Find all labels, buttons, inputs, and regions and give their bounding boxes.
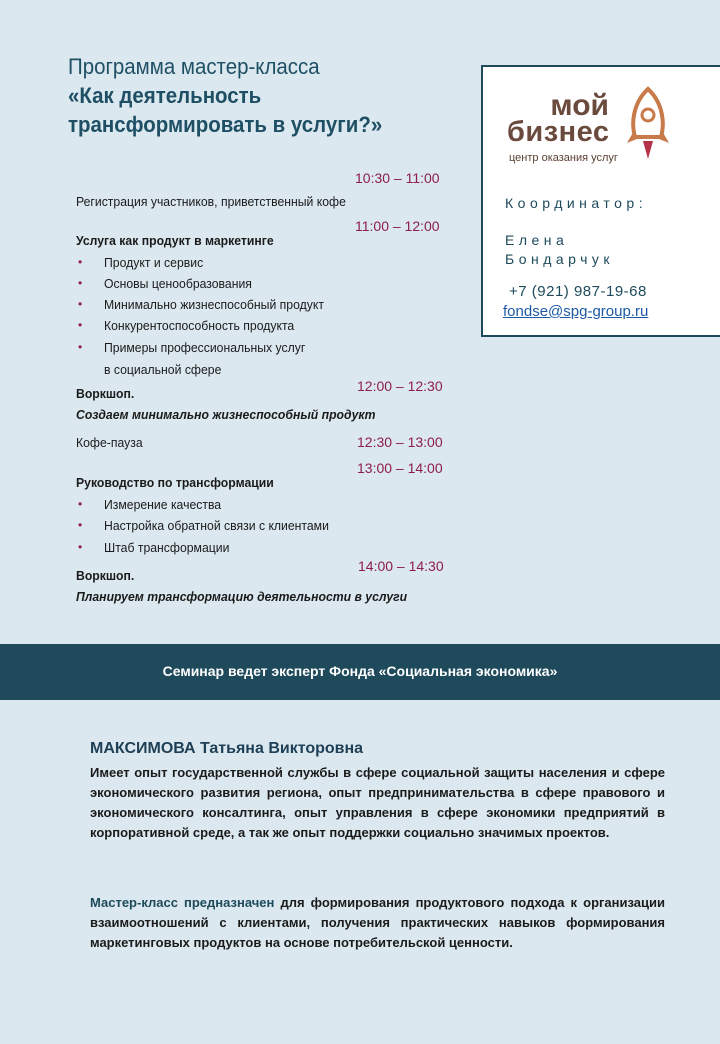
time-slot-5: 13:00 – 14:00 — [357, 460, 443, 476]
coordinator-card — [481, 65, 720, 337]
bullet-icon: • — [78, 518, 83, 532]
purpose-text: для формирования продуктового подхода к организации взаимоотношений с клиентами, получения практических навыков формирования маркетинговых продуктов на основе потребительской ценности. — [90, 895, 665, 950]
title-line-1: Программа мастер-класса — [68, 54, 320, 79]
bullet-icon: • — [78, 497, 83, 511]
list-item: Конкурентоспособность продукта — [104, 318, 295, 333]
coordinator-name — [505, 231, 614, 269]
title-line-3: трансформировать в услуги?» — [68, 112, 383, 137]
seminar-banner — [0, 644, 720, 700]
list-item: Примеры профессиональных услуг — [104, 340, 306, 355]
list-item: Измерение качества — [104, 497, 222, 512]
time-slot-4: 12:30 – 13:00 — [357, 434, 443, 450]
list-item: Штаб трансформации — [104, 540, 230, 555]
coordinator-email-link[interactable]: fondse@spg-group.ru — [503, 303, 649, 320]
time-slot-1: 10:30 – 11:00 — [355, 170, 440, 186]
block1-title: Услуга как продукт в маркетинге — [76, 233, 274, 248]
expert-bio: Имеет опыт государственной службы в сфере социальной защиты населения и сфере экономического развития региона, опыт предпринимательства в сфере правового и экономического консалтинга, опыт управления в сфере экономики предприятий в корпоративной среде, а так же опыт поддержки социально значимых проектов. — [90, 765, 665, 840]
coordinator-first-name: Елена — [505, 232, 569, 248]
workshop2-text: Планируем трансформацию деятельности в услуги — [76, 589, 408, 604]
bullet-icon: • — [78, 318, 83, 332]
list-item: Настройка обратной связи с клиентами — [104, 518, 329, 533]
list-item-continuation: в социальной сфере — [104, 362, 222, 377]
logo — [507, 89, 610, 148]
rocket-icon — [623, 85, 673, 165]
bullet-icon: • — [78, 255, 83, 269]
bullet-icon: • — [78, 276, 83, 290]
time-slot-6: 14:00 – 14:30 — [358, 558, 444, 574]
workshop2-label: Воркшоп. — [76, 568, 135, 583]
bullet-icon: • — [78, 297, 83, 311]
time-slot-2: 11:00 – 12:00 — [355, 218, 440, 234]
purpose-paragraph — [90, 893, 665, 953]
bullet-icon: • — [78, 540, 83, 554]
bullet-icon: • — [78, 340, 83, 354]
logo-line-2: бизнес — [507, 116, 610, 148]
title-line-2: «Как деятельность — [68, 83, 262, 108]
workshop1-text: Создаем минимально жизнеспособный продукт — [76, 407, 376, 422]
block2-title: Руководство по трансформации — [76, 475, 274, 490]
list-item: Основы ценообразования — [104, 276, 252, 291]
coffee-break: Кофе-пауза — [76, 435, 143, 450]
expert-name: МАКСИМОВА Татьяна Викторовна — [90, 740, 364, 757]
time-slot-3: 12:00 – 12:30 — [357, 378, 443, 394]
seminar-banner-text: Семинар ведет эксперт Фонда «Социальная экономика» — [162, 663, 558, 679]
list-item: Продукт и сервис — [104, 255, 204, 270]
purpose-lead: Мастер-класс предназначен — [90, 895, 275, 910]
coordinator-label: Координатор: — [505, 195, 648, 211]
coordinator-last-name: Бондарчук — [505, 251, 615, 267]
page-title — [68, 52, 440, 139]
registration-text: Регистрация участников, приветственный кофе — [76, 194, 346, 209]
workshop1-label: Воркшоп. — [76, 386, 135, 401]
logo-subtitle: центр оказания услуг — [509, 152, 618, 164]
list-item: Минимально жизнеспособный продукт — [104, 297, 324, 312]
logo-line-1: мой — [550, 89, 609, 122]
coordinator-phone[interactable]: +7 (921) 987-19-68 — [509, 283, 647, 300]
